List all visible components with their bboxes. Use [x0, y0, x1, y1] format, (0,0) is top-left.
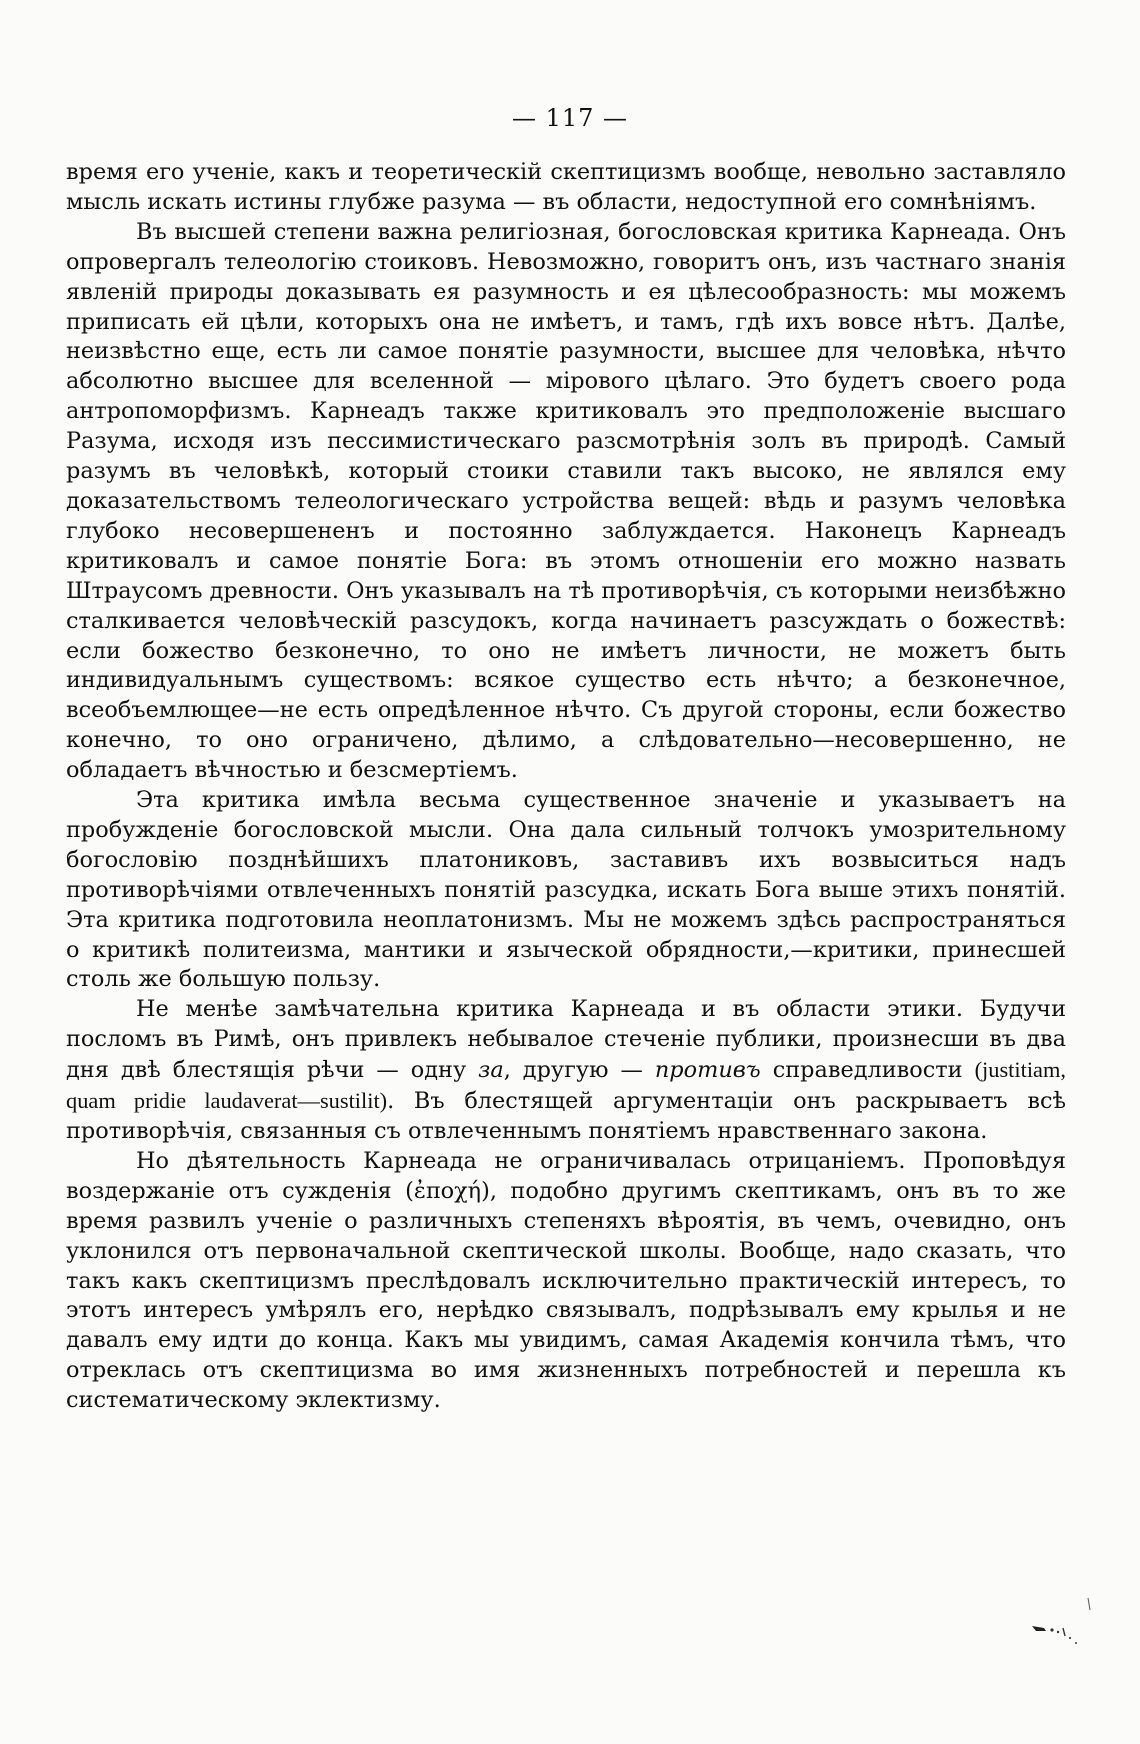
- latin-quote: (justitiam, quam pridie laudaverat—sustilit): [66, 1057, 1066, 1114]
- paragraph-religious-critique: Въ высшей степени важна религіозная, богословская критика Карнеада. Онъ опровергалъ телеологію стоиковъ. Невозможно, говоритъ онъ, изъ частнаго знанія явленій природы доказывать ея разумность и ея цѣлесообразность: мы можемъ приписать ей цѣли, которыхъ она не имѣетъ, и тамъ, гдѣ ихъ вовсе нѣтъ. Далѣе, неизвѣстно еще, есть ли самое понятіе разумности, высшее для человѣка, нѣчто абсолютно высшее для вселенной — мірового цѣлаго. Это будетъ своего рода антропоморфизмъ. Карнеадъ также критиковалъ это предположеніе высшаго Разума, исходя изъ пессимистическаго разсмотрѣнія золъ въ природѣ. Самый разумъ въ человѣкѣ, который стоики ставили такъ высоко, не являлся ему доказательствомъ телеологическаго устройства вещей: вѣдь и разумъ человѣка глубоко несовершененъ и постоянно заблуждается. Наконецъ Карнеадъ критиковалъ и самое понятіе Бога: въ этомъ отношеніи его можно назвать Штраусомъ древности. Онъ указывалъ на тѣ противорѣчія, съ которыми неизбѣжно сталкивается человѣческій разсудокъ, когда начинаетъ разсуждать о божествѣ: если божество безконечно, то оно не имѣетъ личности, не можетъ быть индивидуальнымъ существомъ: всякое существо есть нѣчто; а безконечное, всеобъемлющее—не есть опредѣленное нѣчто. Съ другой стороны, если божество конечно, то оно ограничено, дѣлимо, а слѣдовательно—несовершенно, не обладаетъ вѣчностью и безсмертіемъ.: [66, 218, 1066, 784]
- probability-text-a: Но дѣятельность Карнеада не ограничивалась отрицаніемъ. Проповѣдуя воздержаніе отъ сужденія: [66, 1147, 1066, 1204]
- ethics-emphasis-for: за: [478, 1057, 504, 1084]
- probability-text-b: , подобно другимъ скептикамъ, онъ въ то же время развилъ ученіе о различныхъ степеняхъ вѣроятія, въ чемъ, очевидно, онъ уклонился отъ первоначальной скептической школы. Вообще, надо сказать, что такъ какъ скептицизмъ преслѣдовалъ исключительно практическій интересъ, то этотъ интересъ умѣрялъ его, нерѣдко связывалъ, подрѣзывалъ ему крылья и не давалъ ему идти до конца. Какъ мы увидимъ, самая Академія кончила тѣмъ, что отреклась отъ скептицизма во имя жизненныхъ потребностей и перешла къ систематическому эклектизму.: [66, 1177, 1066, 1414]
- ethics-text-d: . Въ блестящей аргументаціи онъ раскрываетъ всѣ противорѣчія, связанныя съ отвлеченнымъ понятіемъ нравственнаго закона.: [66, 1088, 1066, 1144]
- ethics-emphasis-against: противъ: [654, 1057, 761, 1084]
- ethics-text-a: Не менѣе замѣчательна критика Карнеада и въ области этики. Будучи посломъ въ Римѣ, онъ привлекъ небывалое стеченіе публики, произнесши въ два дня двѣ блестящія рѣчи — одну: [66, 996, 1066, 1084]
- scan-specks: [1030, 1596, 1100, 1646]
- body-text: [66, 158, 1066, 1416]
- paragraph-probability: [66, 1147, 1066, 1416]
- paragraph-continuation: время его ученіе, какъ и теоретическій скептицизмъ вообще, невольно заставляло мысль искать истины глубже разума — въ области, недоступной его сомнѣніямъ.: [66, 159, 1066, 215]
- page-number: — 117 —: [511, 104, 629, 132]
- ethics-text-b: , другую —: [503, 1057, 655, 1084]
- greek-term: (ἐποχή): [405, 1177, 490, 1204]
- ethics-text-c: справедливости: [760, 1057, 975, 1084]
- paragraph-critique-significance: Эта критика имѣла весьма существенное значеніе и указываетъ на пробужденіе богословской мысли. Она дала сильный толчокъ умозрительному богословію позднѣйшихъ платониковъ, заставивъ ихъ возвыситься надъ противорѣчіями отвлеченныхъ понятій разсудка, искать Бога выше этихъ понятій. Эта критика подготовила неоплатонизмъ. Мы не можемъ здѣсь распространяться о критикѣ политеизма, мантики и языческой обрядности,—критики, принесшей столь же большую пользу.: [66, 787, 1066, 993]
- paragraph-ethics: [66, 995, 1066, 1147]
